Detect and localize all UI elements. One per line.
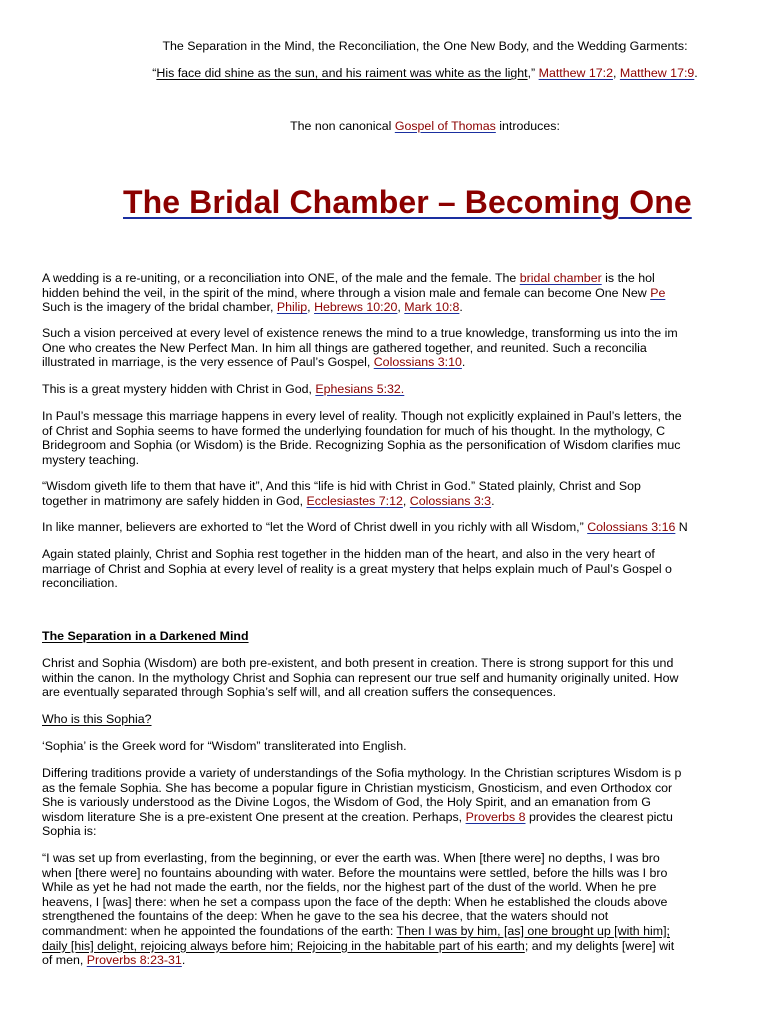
intro-heading (0, 39, 768, 54)
link-bridal-chamber[interactable]: bridal chamber (519, 271, 602, 285)
p3-line-1 (42, 382, 768, 397)
paragraph-5 (42, 479, 768, 508)
p1-line-2 (42, 286, 768, 301)
quote-close: ,” (527, 66, 539, 80)
p11-line-7 (42, 939, 768, 954)
p11-line-3: While as yet he had not made the earth, nor the fields, nor the highest part of the dust of the world. When he pre (42, 880, 657, 895)
paragraph-1 (42, 271, 768, 315)
p10-line-5: Sophia is: (42, 824, 97, 839)
link-colossians-3-16[interactable]: Colossians 3:16 (587, 520, 676, 534)
quote-text: His face did shine as the sun, and his raiment was white as the light (156, 66, 528, 80)
period: . (459, 300, 463, 315)
p10-line-1: Differing traditions provide a variety of understandings of the Sofia mythology. In the Christian scriptures Wisdom is p (42, 766, 682, 780)
text: wisdom literature She is a pre-existent One present at the creation. Perhaps, (42, 809, 466, 824)
paragraph-11 (42, 851, 768, 968)
p7-line-2: marriage of Christ and Sophia at every level of reality is a great mystery that helps explain much of Paul’s Gospel o (42, 561, 672, 576)
text: N (675, 520, 688, 534)
paragraph-7 (42, 547, 768, 591)
link-mark-10-8[interactable]: Mark 10:8 (404, 300, 460, 315)
p11-line-1: “I was set up from everlasting, from the beginning, or ever the earth was. When [there were] no depths, I was bro (42, 851, 660, 865)
link-matthew-17-9[interactable]: Matthew 17:9 (619, 66, 695, 80)
p10-line-3: She is variously understood as the Divine Logos, the Wisdom of God, the Holy Spirit, and an emanation from G (42, 795, 651, 810)
link-proverbs-8[interactable]: Proverbs 8 (465, 809, 526, 824)
intro-quote (0, 66, 768, 81)
text: of men, (42, 953, 87, 968)
page-title[interactable]: The Bridal Chamber – Becoming One (123, 184, 692, 220)
quote-open: “ (152, 66, 157, 80)
p6-line-1 (42, 520, 768, 535)
p4-line-3: Bridegroom and Sophia (or Wisdom) is the Bride. Recognizing Sophia as the personification of Wisdom clarifies muc (42, 438, 681, 453)
paragraph-10 (42, 766, 768, 839)
p4-line-2: of Christ and Sophia seems to have formed the underlying foundation for much of his thought. In the mythology, C (42, 423, 666, 438)
p7-line-1: Again stated plainly, Christ and Sophia rest together in the hidden man of the heart, and also in the very heart of (42, 547, 655, 561)
p11-line-8 (42, 953, 768, 968)
p11-line-5: strengthened the fountains of the deep: When he gave to the sea his decree, that the waters should not (42, 909, 609, 924)
link-perfect[interactable]: Pe (650, 285, 666, 300)
sep: , (402, 493, 410, 508)
link-philip[interactable]: Philip (276, 300, 308, 315)
thomas-intro (0, 119, 768, 134)
text: This is a great mystery hidden with Christ in God, (42, 382, 316, 396)
link-colossians-3-3[interactable]: Colossians 3:3 (409, 493, 492, 508)
text: is the hol (601, 271, 655, 285)
underlined-text: daily [his] delight, rejoicing always before him; Rejoicing in the habitable part of his earth (42, 938, 525, 953)
paragraph-6 (42, 520, 768, 535)
p1-line-1 (42, 271, 768, 286)
underlined-text: Then I was by him, [as] one brought up [with him]; (396, 923, 670, 938)
p2-line-3 (42, 355, 768, 370)
link-ecclesiastes-7-12[interactable]: Ecclesiastes 7:12 (306, 493, 403, 508)
p10-line-2: as the female Sophia. She has become a popular figure in Christian mysticism, Gnosticism, and even Orthodox cor (42, 780, 673, 795)
paragraph-2 (42, 326, 768, 370)
period: . (181, 953, 186, 968)
p9-line-1: ‘Sophia’ is the Greek word for “Wisdom” transliterated into English. (42, 739, 407, 753)
p4-line-1: In Paul’s message this marriage happens in every level of reality. Though not explicitly explained in Paul’s letters, the (42, 409, 682, 423)
p5-line-1: “Wisdom giveth life to them that have it”, And this “life is hid with Christ in God.” Stated plainly, Christ and Sop (42, 479, 641, 493)
p8-line-1: Christ and Sophia (Wisdom) are both pre-existent, and both present in creation. There is strong support for this und (42, 656, 674, 670)
sep: , (397, 300, 405, 315)
intro-heading-text: The Separation in the Mind, the Reconciliation, the One New Body, and the Wedding Garments: (162, 39, 688, 53)
text: In like manner, believers are exhorted to “let the Word of Christ dwell in you richly with all Wisdom,” (42, 520, 588, 534)
p10-line-4 (42, 810, 768, 825)
text: provides the clearest pictu (525, 809, 673, 824)
text: Such is the imagery of the bridal chamber, (42, 300, 277, 315)
p2-line-2: One who creates the New Perfect Man. In him all things are gathered together, and reunited. Such a reconcilia (42, 340, 647, 355)
thomas-pre: The non canonical (290, 119, 395, 133)
p1-line-3 (42, 300, 768, 315)
link-matthew-17-2[interactable]: Matthew 17:2 (538, 66, 614, 80)
period: . (694, 66, 698, 80)
period: . (491, 493, 495, 508)
link-ephesians-5-32[interactable]: Ephesians 5:32. (315, 382, 405, 396)
link-gospel-of-thomas[interactable]: Gospel of Thomas (394, 119, 496, 133)
subheading-who-is-sophia: Who is this Sophia? (42, 712, 152, 726)
paragraph-4 (42, 409, 768, 467)
period: . (461, 355, 466, 370)
paragraph-8 (42, 656, 768, 700)
paragraph-3 (42, 382, 768, 397)
p7-line-3: reconciliation. (42, 576, 118, 591)
p11-line-2: when [there were] no fountains abounding with water. Before the mountains were settled, before the hills was I bro (42, 865, 668, 880)
text: illustrated in marriage, is the very essence of Paul’s Gospel, (42, 355, 374, 370)
text: hidden behind the veil, in the spirit of the mind, where through a vision male and female can become One New (42, 285, 651, 300)
sep: , (307, 300, 315, 315)
p4-line-4: mystery teaching. (42, 452, 140, 467)
link-colossians-3-10[interactable]: Colossians 3:10 (373, 355, 462, 370)
p8-line-3: are eventually separated through Sophia’s self will, and all creation suffers the consequences. (42, 685, 557, 700)
link-proverbs-8-23-31[interactable]: Proverbs 8:23-31 (86, 953, 182, 968)
text: commandment: when he appointed the foundations of the earth: (42, 923, 397, 938)
p2-line-1: Such a vision perceived at every level of existence renews the mind to a true knowledge, transforming us into the im (42, 326, 678, 340)
thomas-post: introduces: (495, 119, 560, 133)
link-hebrews-10-20[interactable]: Hebrews 10:20 (314, 300, 398, 315)
p8-line-2: within the canon. In the mythology Christ and Sophia can represent our true self and humanity originally united. How (42, 670, 679, 685)
text: A wedding is a re-uniting, or a reconciliation into ONE, of the male and the female. The (42, 271, 520, 285)
section-heading-separation: The Separation in a Darkened Mind (42, 629, 249, 643)
p11-line-6 (42, 924, 768, 939)
text: together in matrimony are safely hidden in God, (42, 493, 307, 508)
p5-line-2 (42, 494, 768, 509)
text: ; and my delights [were] wit (524, 938, 675, 953)
paragraph-9 (42, 739, 768, 754)
sep: , (613, 66, 620, 80)
p11-line-4: heavens, I [was] there: when he set a compass upon the face of the depth: When he established the clouds above (42, 894, 668, 909)
